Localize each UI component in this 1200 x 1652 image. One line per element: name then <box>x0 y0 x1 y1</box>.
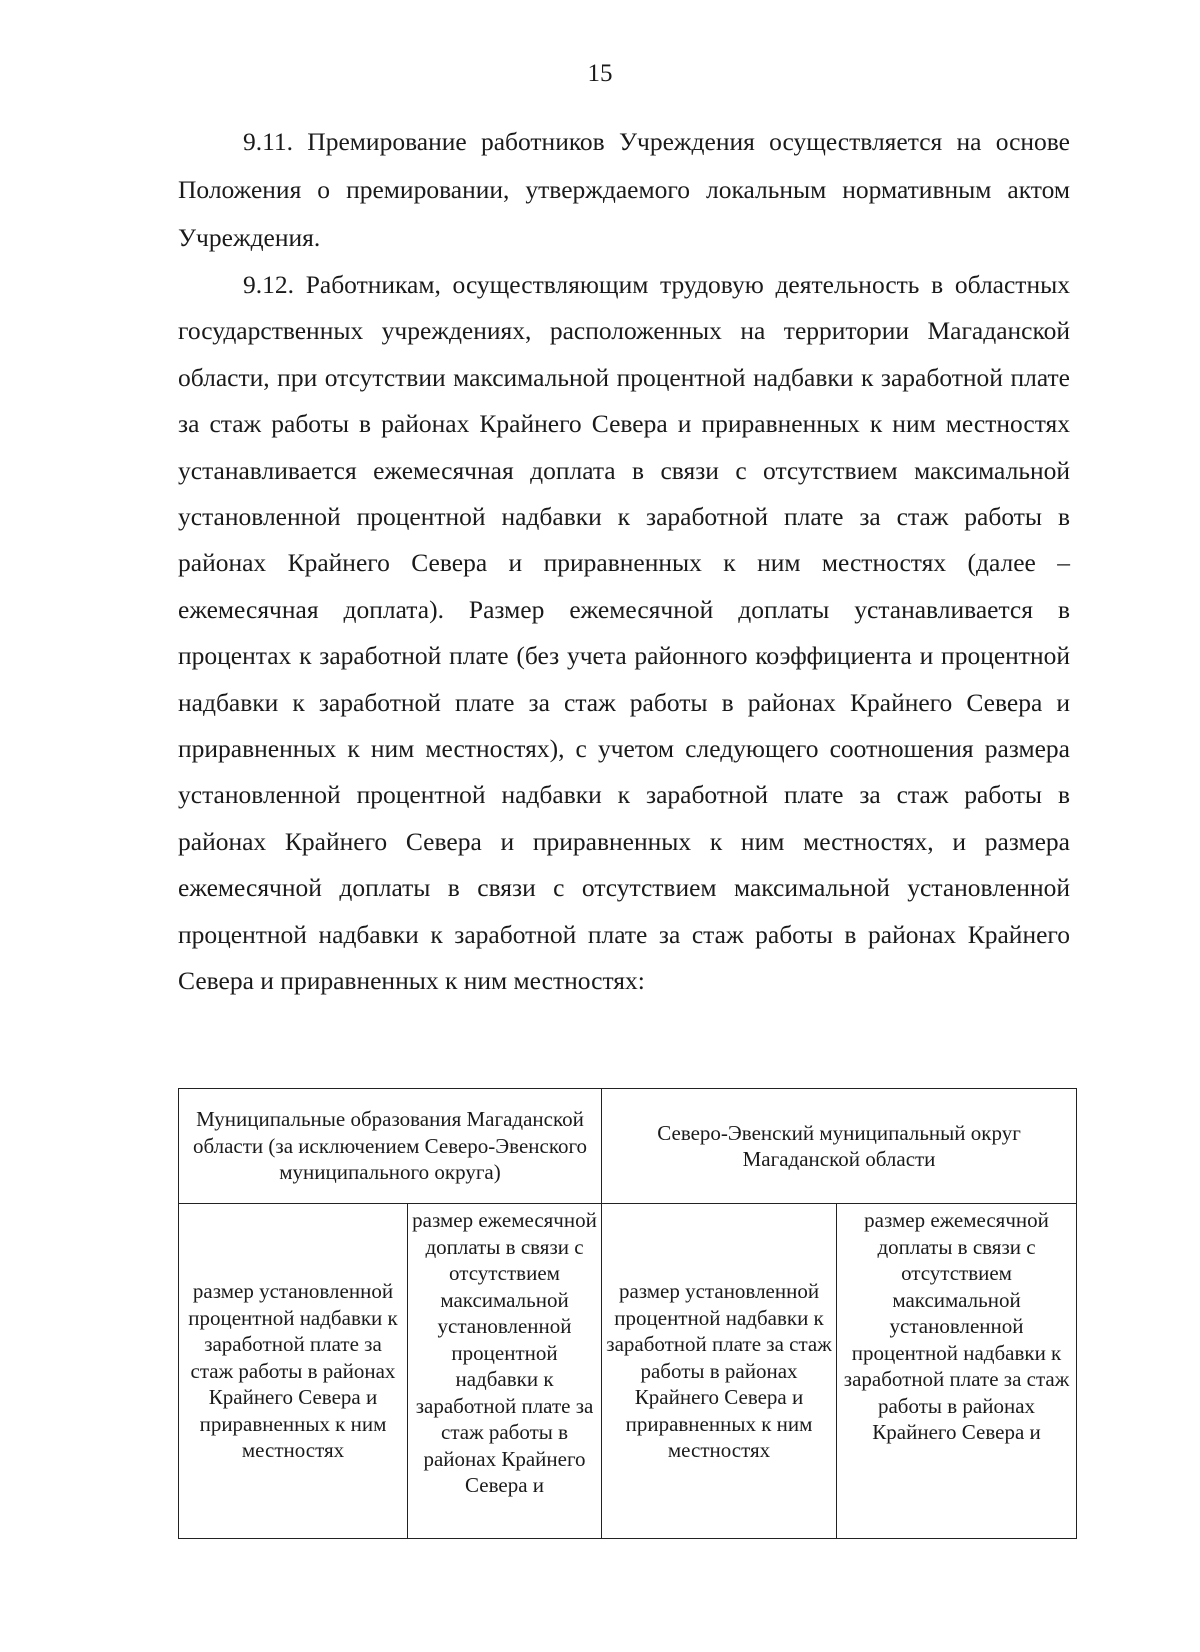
group-header-severo-evensky: Северо-Эвенский муниципальный округ Магаданской области <box>602 1089 1077 1204</box>
column-header-allowance-size: размер установленной процентной надбавки к заработной плате за стаж работы в районах Крайнего Севера и приравненных к ним местностях <box>602 1204 837 1539</box>
column-header-monthly-supplement: размер ежемесячной доплаты в связи с отсутствием максимальной установленной процентной надбавки к заработной плате за стаж работы в районах Крайнего Севера и <box>837 1204 1077 1539</box>
page-number: 15 <box>587 60 613 87</box>
column-header-monthly-supplement: размер ежемесячной доплаты в связи с отсутствием максимальной установленной процентной надбавки к заработной плате за стаж работы в районах Крайнего Севера и <box>408 1204 602 1539</box>
table-group-header-row <box>179 1089 1077 1204</box>
paragraph-9-11: 9.11. Премирование работников Учреждения осуществляется на основе Положения о премировании, утверждаемого локальным нормативным актом Учреждения. <box>178 127 1070 252</box>
group-header-magadan-region: Муниципальные образования Магаданской области (за исключением Северо-Эвенского муниципального округа) <box>179 1089 602 1204</box>
allowance-ratio-table <box>178 1088 1077 1539</box>
column-header-allowance-size: размер установленной процентной надбавки к заработной плате за стаж работы в районах Крайнего Севера и приравненных к ним местностях <box>179 1204 408 1539</box>
paragraph-9-12: 9.12. Работникам, осуществляющим трудовую деятельность в областных государственных учреждениях, расположенных на территории Магаданской области, при отсутствии максимальной процентной надбавки к заработной плате за стаж работы в районах Крайнего Севера и приравненных к ним местностях устанавливается ежемесячная доплата в связи с отсутствием максимальной установленной процентной надбавки к заработной плате за стаж работы в районах Крайнего Севера и приравненных к ним местностях (далее – ежемесячная доплата). Размер ежемесячной доплаты устанавливается в процентах к заработной плате (без учета районного коэффициента и процентной надбавки к заработной плате за стаж работы в районах Крайнего Севера и приравненных к ним местностях), с учетом следующего соотношения размера установленной процентной надбавки к заработной плате за стаж работы в районах Крайнего Севера и приравненных к ним местностях, и размера ежемесячной доплаты в связи с отсутствием максимальной установленной процентной надбавки к заработной плате за стаж работы в районах Крайнего Севера и приравненных к ним местностях: <box>178 270 1070 996</box>
table-column-header-row <box>179 1204 1077 1539</box>
